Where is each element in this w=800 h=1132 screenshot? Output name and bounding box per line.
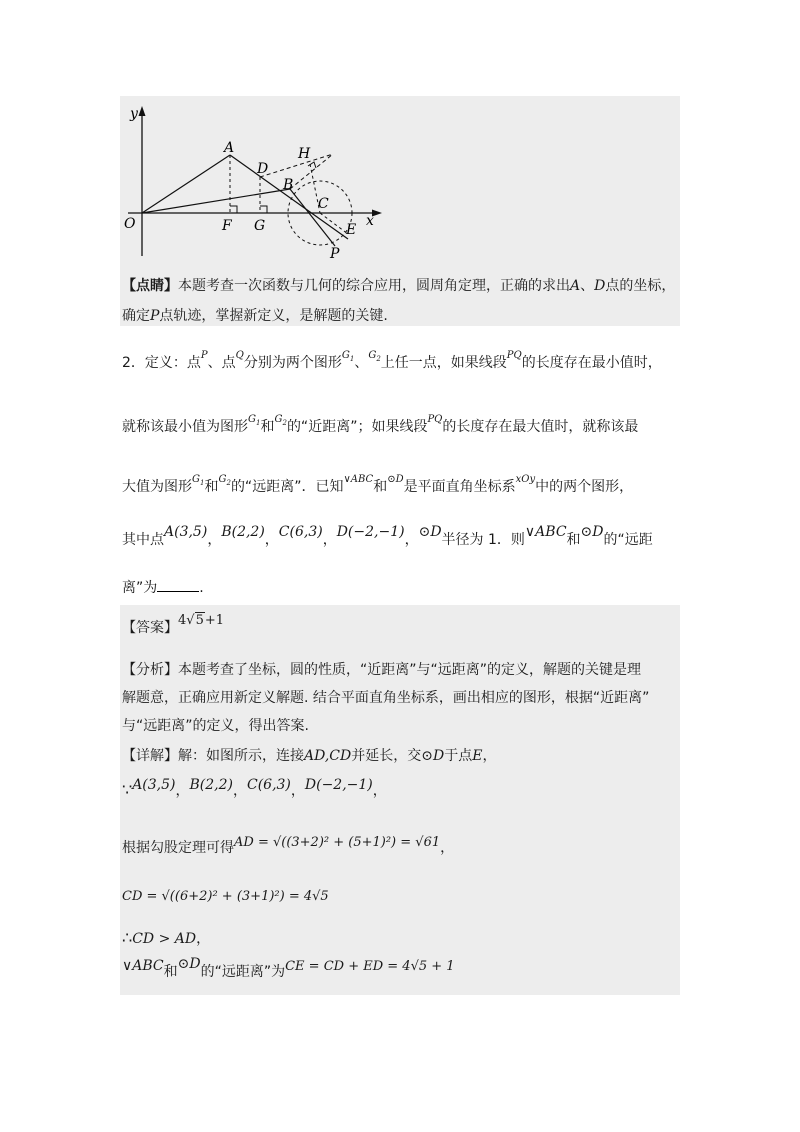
y-axis-arrow [139, 106, 146, 116]
right-angle-H [308, 162, 316, 168]
detail-line-3: 根据勾股定理可得AD = √((3+2)² + (5+1)²) = √61， [122, 835, 455, 856]
answer-blank [157, 577, 199, 592]
detail-line-4 [122, 886, 329, 907]
final-result: CE = CD + ED = 4√5 + 1 [285, 959, 455, 974]
label-C: C [318, 196, 329, 212]
therefore-symbol: ∴ [122, 928, 133, 947]
answer-tag: 【答案】 [122, 620, 178, 636]
segment-OB [142, 189, 290, 213]
right-angle-G [260, 206, 267, 213]
right-angle-F [230, 206, 237, 213]
analysis-line-2: 解题意，正确应用新定义解题. 结合平面直角坐标系，画出相应的图形，根据“近距离” [122, 690, 650, 706]
eq-cd: CD = √((6+2)² + (3+1)²) = 4√5 [122, 889, 329, 904]
label-P: P [330, 246, 340, 262]
question-line-4: 其中点A(3,5)，B(2,2)，C(6,3)，D(−2,−1)，⊙D半径为 1．则∨ABC和⊙D的“远距 [122, 524, 653, 548]
question-line-3: 大值为图形$^{G_1}$和$^{G_2}$的“远距离”．已知$^{\vee ABC}$和$^{⊙D}$是平面直角坐标系$^{xOy}$中的两个图形， [122, 474, 634, 495]
review-tag: 【点睛】 [122, 278, 178, 294]
analysis-line-1: 【分析】本题考查了坐标，圆的性质，“近距离”与“远距离”的定义，解题的关键是理 [122, 662, 642, 678]
label-O: O [124, 216, 136, 232]
answer-value: 4√5+1 [178, 613, 225, 628]
label-x: x [366, 213, 374, 229]
label-A: A [224, 140, 235, 156]
question-line-5: 离”为 . [122, 577, 204, 598]
detail-line-1: 【详解】解：如图所示，连接AD,CD并延长，交⊙D于点E， [122, 748, 497, 764]
review-line-1: 【点睛】本题考查一次函数与几何的综合应用，圆周角定理，正确的求出A、D点的坐标， [122, 278, 676, 294]
label-y: y [130, 106, 138, 122]
question-line-2: 就称该最小值为图形$^{G_1}$和$^{G_2}$的“近距离”；如果线段$^{PQ}$的长度存在最大值时，就称该最 [122, 414, 639, 435]
label-F: F [222, 218, 232, 234]
segment-CE [320, 213, 348, 234]
answer-line [122, 613, 225, 639]
label-E: E [346, 222, 357, 238]
segment-OA [142, 155, 230, 213]
label-H: H [298, 146, 311, 162]
review-line-2: 确定P点轨迹，掌握新定义，是解题的关键. [122, 308, 388, 324]
g2-symbol: G2 [368, 350, 381, 363]
dashed-line-DH [260, 154, 333, 177]
because-symbol: ∵ [122, 780, 133, 799]
label-B: B [283, 177, 294, 193]
analysis-line-3: 与“远距离”的定义，得出答案. [122, 718, 309, 734]
detail-line-6: ∨ABC和⊙D的“远距离”为CE = CD + ED = 4√5 + 1 [122, 956, 455, 980]
detail-line-5: ∴CD > AD， [122, 928, 211, 947]
label-G: G [254, 218, 266, 234]
coordinate-figure [120, 96, 400, 266]
label-D: D [257, 161, 269, 177]
eq-ad: AD = √((3+2)² + (5+1)²) = √61 [234, 835, 441, 850]
question-number: 2． [122, 355, 145, 371]
detail-line-2: ∵A(3,5)，B(2,2)，C(6,3)，D(−2,−1)， [122, 777, 387, 799]
question-line-1: 2．定义：点$^P$、点$^Q$分别为两个图形$^{G_1}$、$^{G_2}$上任一点，如果线段$^{PQ}$的长度存在最小值时， [122, 350, 662, 371]
g1-symbol: G1 [341, 350, 355, 363]
